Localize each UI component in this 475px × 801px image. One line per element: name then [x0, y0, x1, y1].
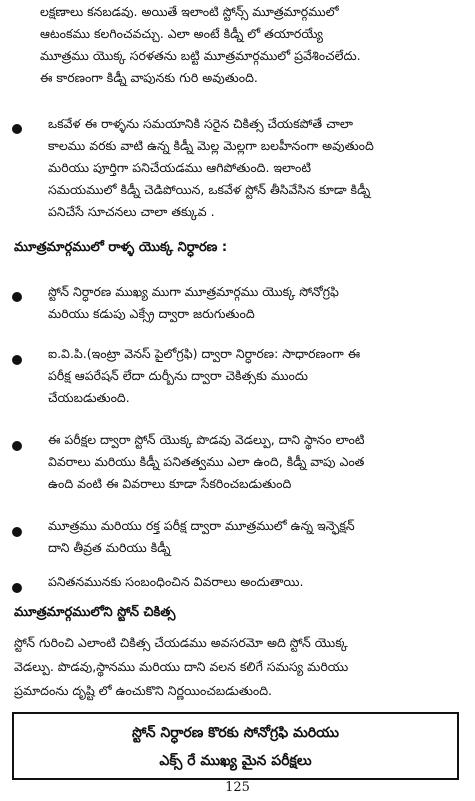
text-line: మరియు కడుపు ఎక్స్రే ద్వారా జరుగుతుంది [48, 306, 255, 321]
bullet-icon [12, 527, 22, 537]
text-line: మరియు పూర్తిగా పనిచేయడము ఆగిపోతుంది. ఇలాంటి [48, 160, 311, 175]
text-line: ఈ కారణంగా కిడ్నీ వాపునకు గురి అవుతుంది. [40, 70, 258, 85]
box-line: ఎక్స్ రే ముఖ్య మైన పరీక్షలు [159, 753, 312, 769]
text-line: లక్షణాలు కనబడవు. అయితే ఇలాంటి స్టోన్స్ మూత్రమార్గములో [40, 4, 339, 19]
text-line: ఆటంకము కలగించవచ్చు. ఎలా అంటే కిడ్నీ లో తయారయ్యే [40, 26, 323, 41]
text-line: ఒకవేళ ఈ రాళ్ళను సమయానికి సరైన చికిత్స చేయకపోతే చాలా [48, 116, 353, 131]
text-line: కాలము వరకు వాటి ఉన్న కిడ్నీ మెల్ల మెల్లగా బలహీనంగా అవుతుంది [48, 138, 374, 153]
text-line: ఈ పరీక్షల ద్వారా స్టోన్ యొక్క పొడవు వెడల్పు, దాని స్థానం లాంటి [48, 432, 365, 447]
text-line: పరీక్ష ఆపరేషన్ లేదా దుర్బీను ద్వారా చెకిత్సకు ముందు [48, 368, 308, 383]
text-line: మూత్రము మరియు రక్త పరీక్ష ద్వారా మూత్రములో ఉన్న ఇన్ఫెక్షన్ [48, 518, 355, 533]
section-heading-treatment: మూత్రమార్గములోని స్టోన్ చికిత్స [14, 605, 176, 620]
box-line: స్టోన్ నిర్ధారణ కొరకు సోనోగ్రఫి మరియు [132, 725, 339, 741]
text-line: సమయములో కిడ్నీ చెడిపోయిన, ఒకవేళ స్టోన్ తీసివేసిన కూడా కిడ్నీ [48, 182, 371, 197]
bullet-icon [12, 441, 22, 451]
text-line: ఐ.వి.పి.(ఇంట్రా వెనస్ పైలోగ్రఫి) ద్వారా నిర్ధారణ: సాధారణంగా ఈ [48, 346, 361, 361]
page-number: 125 [225, 780, 250, 795]
text-line: మూత్రము యొక్క సరళతను బట్టి మూత్రమార్గములో ప్రవేశించలేదు. [40, 48, 361, 63]
text-line: స్టోన్ గురించి ఎలాంటి చికిత్స చేయడము అవసరమో అది స్టోన్ యొక్క [14, 635, 348, 650]
text-line: ప్రమాదంను దృష్టి లో ఉంచుకొని నిర్ణయించబడుతుంది. [14, 683, 273, 698]
bullet-icon [12, 292, 22, 302]
text-line: వివరాలు మరియు కిడ్నీ పనితత్వము ఎలా ఉంది, కిడ్నీ వాపు ఎంత [48, 454, 365, 469]
text-line: వెడల్పు. పొడవు,స్థానము మరియు దాని వలన కలిగే సమస్య మరియు [14, 659, 349, 674]
bullet-icon [12, 355, 22, 365]
text-line: ఉంది వంటి ఈ వివరాలు కూడా సేకరించబడుతుంది [48, 476, 292, 491]
bullet-icon [12, 124, 22, 134]
text-line: స్టోన్ నిర్ధారణ ముఖ్య ముగా మూత్రమార్గము యొక్క సోనోగ్రఫి [48, 284, 339, 299]
text-line: పనిచేసే సూచనలు చాలా తక్కువ . [48, 204, 215, 219]
section-heading-diagnosis: మూత్రమార్గములో రాళ్ళ యొక్క నిర్ధారణ : [14, 240, 228, 255]
text-line: పనితనమునకు సంబంధించిన వివరాలు అందుతాయి. [48, 574, 304, 589]
text-line: చేయబడుతుంది. [48, 390, 130, 405]
text-line: దాని తీవ్రత మరియు కిడ్నీ [48, 540, 171, 555]
bullet-icon [12, 583, 22, 593]
highlight-box [12, 712, 459, 780]
